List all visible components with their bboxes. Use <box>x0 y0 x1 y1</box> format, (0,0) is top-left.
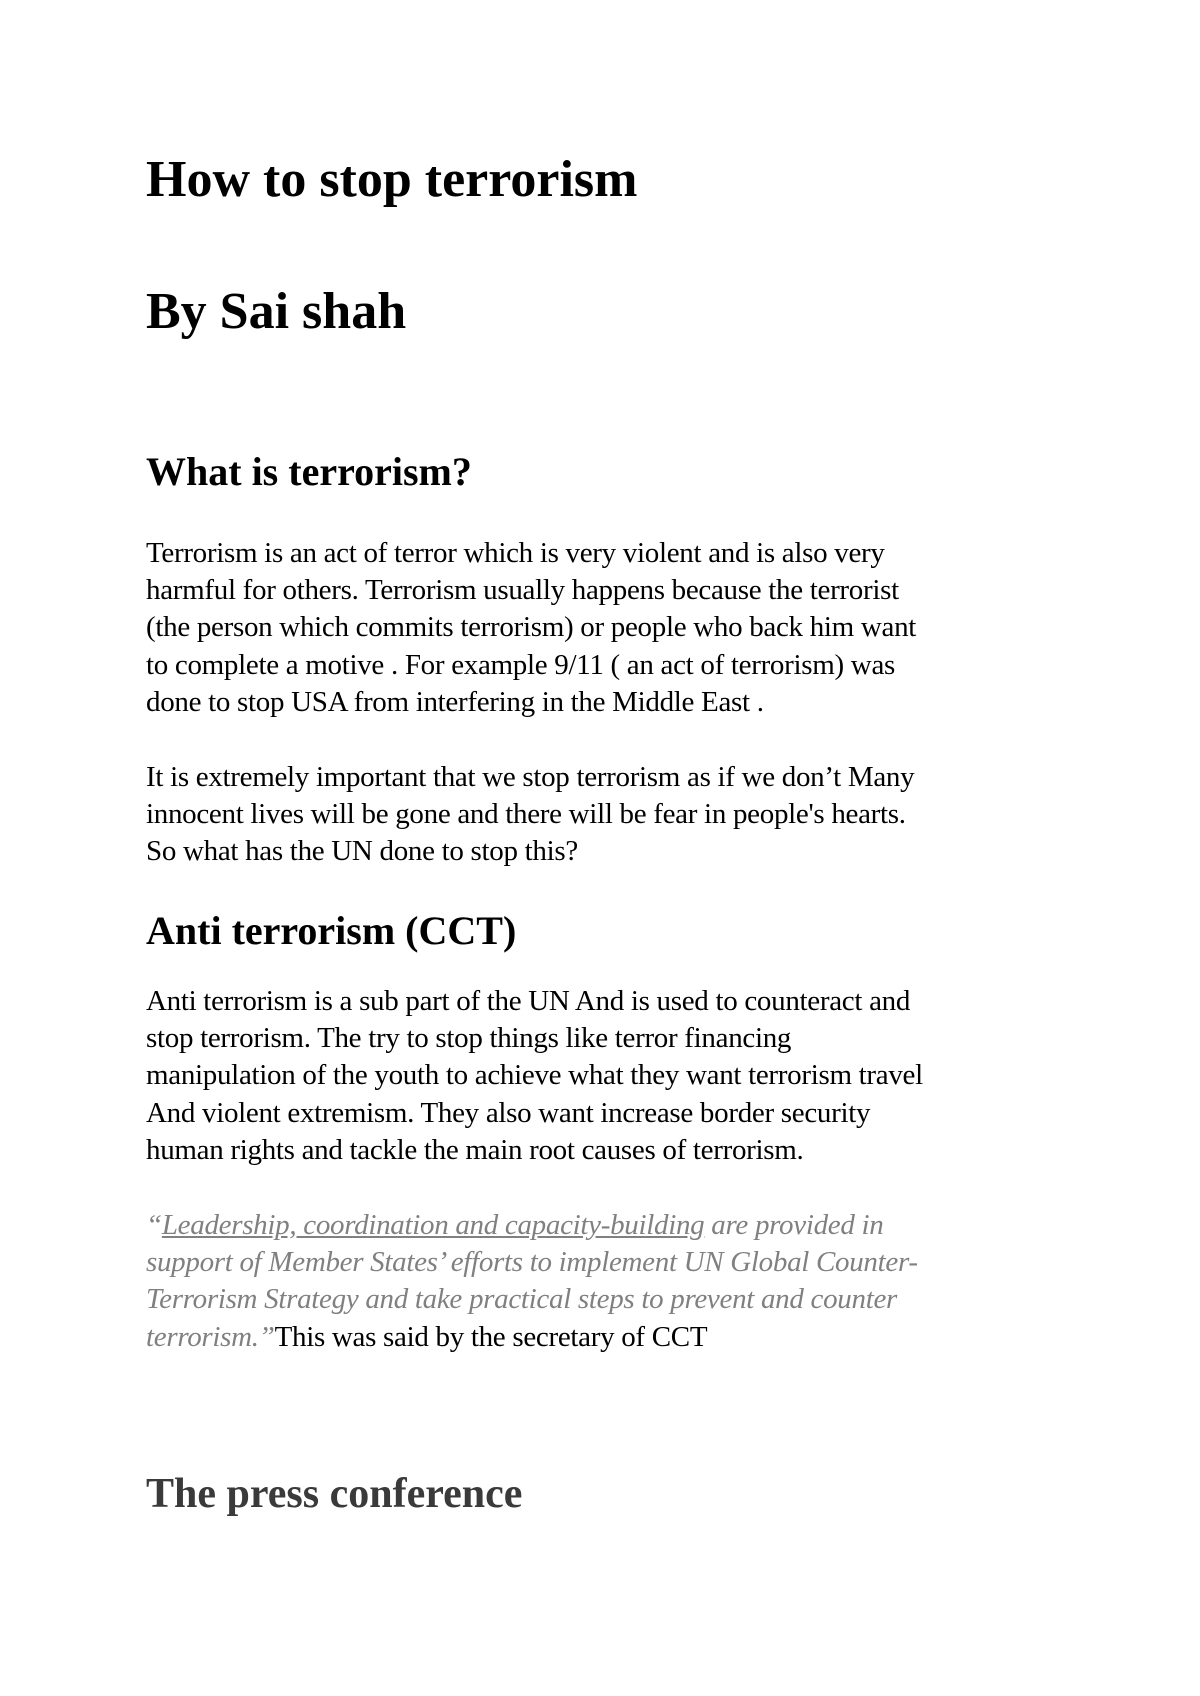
heading-what-is-terrorism: What is terrorism? <box>146 449 472 494</box>
paragraph-line: done to stop USA from interfering in the Middle East . <box>146 685 764 718</box>
quote-block <box>146 1207 918 1356</box>
heading-anti-terrorism: Anti terrorism (CCT) <box>146 908 517 953</box>
quote-line <box>146 1319 918 1356</box>
quote-line: Terrorism Strategy and take practical steps to prevent and counter <box>146 1283 898 1316</box>
quote-source-link[interactable]: Leadership, coordination and capacity-building <box>161 1209 705 1241</box>
paragraph-line: Anti terrorism is a sub part of the UN And is used to counteract and <box>146 985 911 1017</box>
document-title: How to stop terrorism <box>146 151 638 208</box>
quote-line: support of Member States’ efforts to implement UN Global Counter- <box>146 1246 918 1279</box>
paragraph-line: to complete a motive . For example 9/11 ( an act of terrorism) was <box>146 648 895 681</box>
paragraph-line: innocent lives will be gone and there will be fear in people's hearts. <box>146 798 906 831</box>
paragraph-line: human rights and tackle the main root causes of terrorism. <box>146 1133 804 1166</box>
quote-line <box>146 1207 918 1244</box>
quote-text: terrorism.” <box>146 1320 275 1353</box>
paragraph-definition <box>146 535 916 721</box>
quote-open-mark: “ <box>146 1209 162 1241</box>
quote-text: are provided in <box>704 1209 884 1241</box>
paragraph-line: And violent extremism. They also want increase border security <box>146 1096 871 1129</box>
paragraph-line: stop terrorism. The try to stop things like terror financing <box>146 1022 792 1055</box>
paragraph-line: So what has the UN done to stop this? <box>146 835 578 868</box>
paragraph-line: harmful for others. Terrorism usually happens because the terrorist <box>146 574 899 607</box>
quote-attribution: This was said by the secretary of CCT <box>274 1320 708 1353</box>
document-author: By Sai shah <box>146 283 407 340</box>
paragraph-importance <box>146 759 914 871</box>
paragraph-line: manipulation of the youth to achieve what they want terrorism travel <box>146 1059 923 1092</box>
heading-press-conference: The press conference <box>146 1471 523 1517</box>
paragraph-line: It is extremely important that we stop terrorism as if we don’t Many <box>146 761 915 793</box>
paragraph-line: (the person which commits terrorism) or people who back him want <box>146 611 917 644</box>
paragraph-anti-terrorism <box>146 983 923 1169</box>
paragraph-line: Terrorism is an act of terror which is very violent and is also very <box>146 537 885 569</box>
